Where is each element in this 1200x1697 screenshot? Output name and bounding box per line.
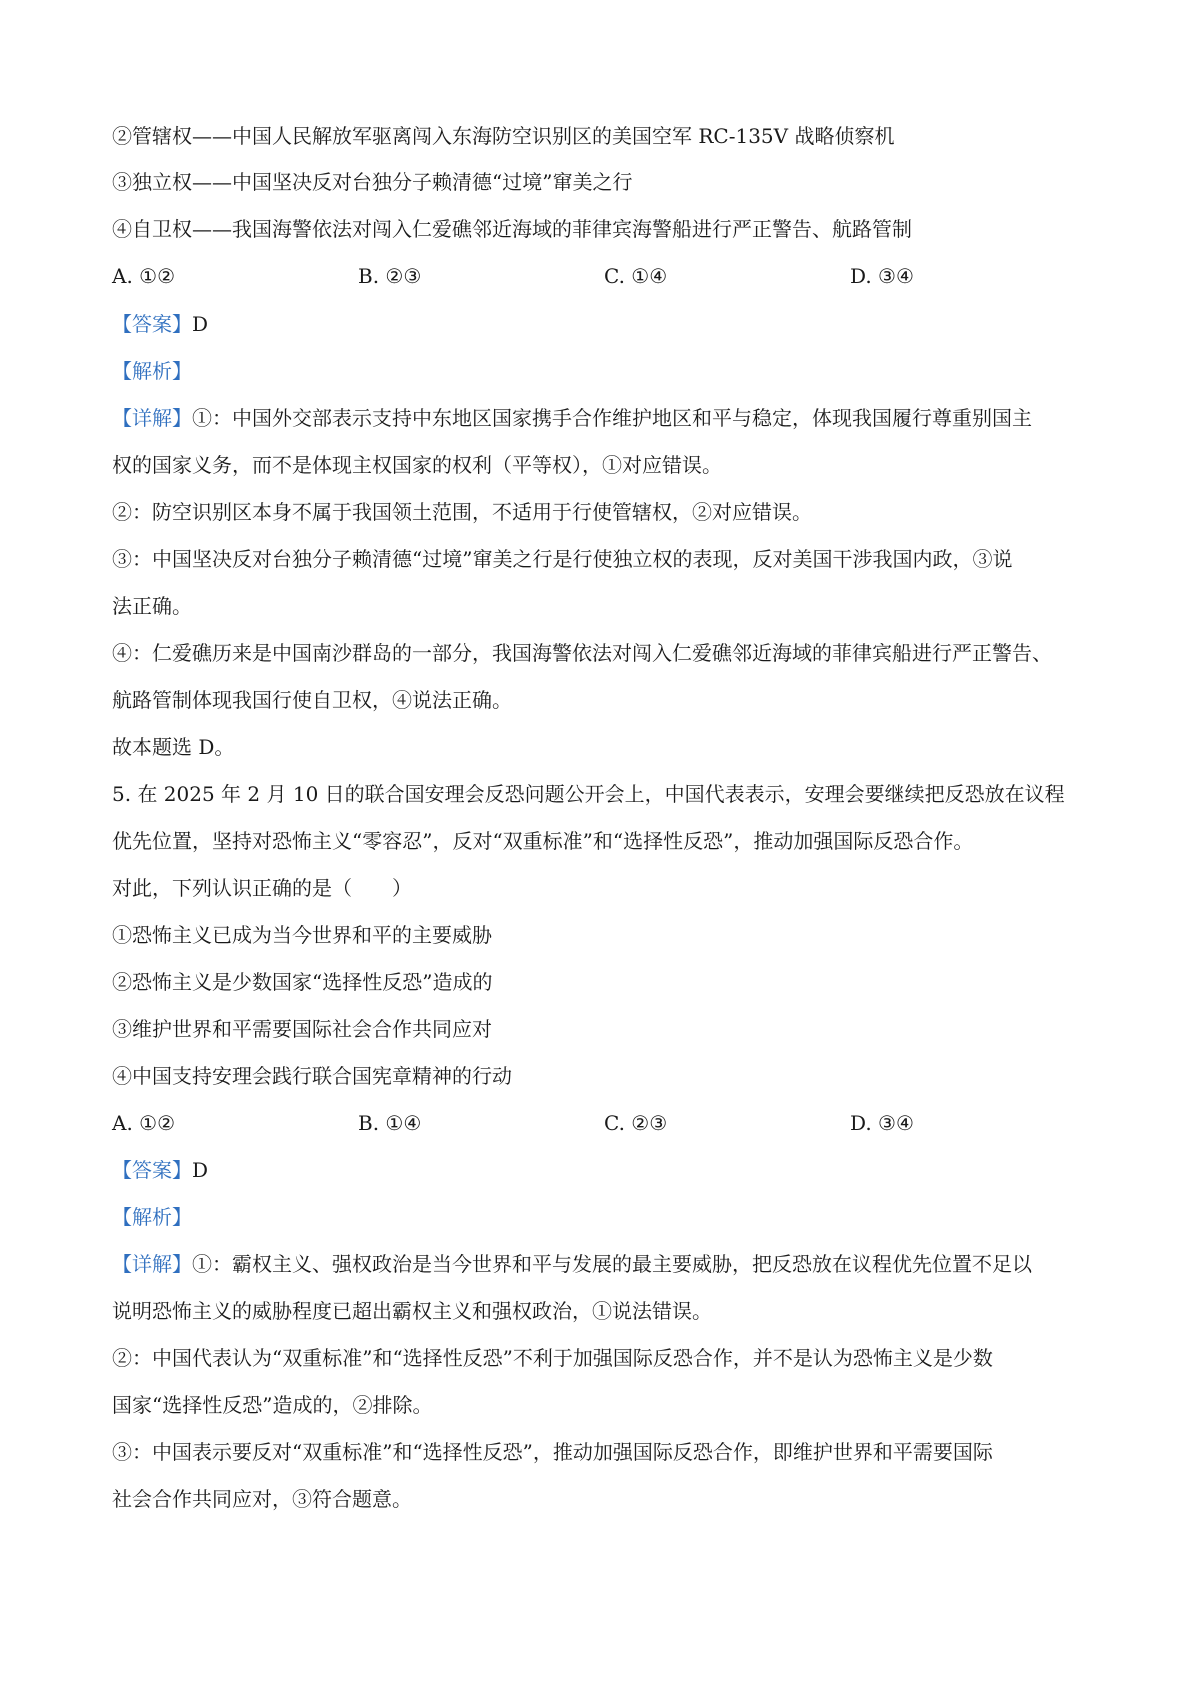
q5-detail-tag: 【详解】	[112, 1252, 192, 1276]
q5-stem-line-3: 对此，下列认识正确的是（ ）	[112, 876, 412, 900]
q4-option-3: ③独立权——中国坚决反对台独分子赖清德“过境”窜美之行	[112, 170, 633, 194]
q5-detail-line-2: 说明恐怖主义的威胁程度已超出霸权主义和强权政治，①说法错误。	[112, 1299, 712, 1323]
q5-answer-tag: 【答案】	[112, 1158, 192, 1182]
q4-choice-c: C. ①④	[604, 264, 668, 288]
q5-option-3: ③维护世界和平需要国际社会合作共同应对	[112, 1017, 492, 1041]
q4-detail-line-5: 法正确。	[112, 594, 192, 618]
q5-detail-line-1: 【详解】①：霸权主义、强权政治是当今世界和平与发展的最主要威胁，把反恐放在议程优先位置不足以	[112, 1252, 1032, 1276]
q4-option-4: ④自卫权——我国海警依法对闯入仁爱礁邻近海域的菲律宾海警船进行严正警告、航路管制	[112, 217, 912, 241]
q4-analysis	[112, 357, 1112, 385]
q5-answer	[112, 1156, 1112, 1184]
q4-analysis-tag: 【解析】	[112, 359, 192, 383]
q4-detail-line-3: ②：防空识别区本身不属于我国领土范围，不适用于行使管辖权，②对应错误。	[112, 500, 812, 524]
q5-analysis	[112, 1203, 1112, 1231]
q4-detail-line-1: 【详解】①：中国外交部表示支持中东地区国家携手合作维护地区和平与稳定，体现我国履行尊重别国主	[112, 406, 1032, 430]
q4-choice-b: B. ②③	[358, 264, 422, 288]
q5-detail-line-3: ②：中国代表认为“双重标准”和“选择性反恐”不利于加强国际反恐合作，并不是认为恐怖主义是少数	[112, 1346, 993, 1370]
q5-analysis-tag: 【解析】	[112, 1205, 192, 1229]
q4-choice-d: D. ③④	[850, 264, 914, 288]
q4-answer-value: D	[192, 312, 209, 336]
q5-choice-d: D. ③④	[850, 1111, 914, 1135]
q5-detail-line-4: 国家“选择性反恐”造成的，②排除。	[112, 1393, 433, 1417]
q5-answer-value: D	[192, 1158, 209, 1182]
q5-choice-c: C. ②③	[604, 1111, 668, 1135]
q5-option-1: ①恐怖主义已成为当今世界和平的主要威胁	[112, 923, 492, 947]
q5-stem-line-2: 优先位置，坚持对恐怖主义“零容忍”，反对“双重标准”和“选择性反恐”，推动加强国际反恐合作。	[112, 829, 974, 853]
q5-detail-line-6: 社会合作共同应对，③符合题意。	[112, 1487, 412, 1511]
q4-detail-line-4: ③：中国坚决反对台独分子赖清德“过境”窜美之行是行使独立权的表现，反对美国干涉我国内政，③说	[112, 547, 1013, 571]
q4-detail-line-2: 权的国家义务，而不是体现主权国家的权利（平等权），①对应错误。	[112, 453, 722, 477]
q4-detail-line-7: 航路管制体现我国行使自卫权，④说法正确。	[112, 688, 512, 712]
q4-answer-tag: 【答案】	[112, 312, 192, 336]
q4-detail-tag: 【详解】	[112, 406, 192, 430]
q5-choice-b: B. ①④	[358, 1111, 422, 1135]
q4-answer	[112, 310, 1112, 338]
q5-detail-line-5: ③：中国表示要反对“双重标准”和“选择性反恐”，推动加强国际反恐合作，即维护世界和平需要国际	[112, 1440, 993, 1464]
q5-stem-line-1: 5. 在 2025 年 2 月 10 日的联合国安理会反恐问题公开会上，中国代表表示，安理会要继续把反恐放在议程	[112, 782, 1065, 806]
q5-choice-a: A. ①②	[112, 1111, 176, 1135]
q5-option-2: ②恐怖主义是少数国家“选择性反恐”造成的	[112, 970, 493, 994]
q4-option-2: ②管辖权——中国人民解放军驱离闯入东海防空识别区的美国空军 RC-135V 战略侦察机	[112, 124, 895, 148]
q4-choice-a: A. ①②	[112, 264, 176, 288]
q4-detail-line-6: ④：仁爱礁历来是中国南沙群岛的一部分，我国海警依法对闯入仁爱礁邻近海域的菲律宾船进行严正警告、	[112, 641, 1052, 665]
q4-conclusion: 故本题选 D。	[112, 735, 235, 759]
q5-option-4: ④中国支持安理会践行联合国宪章精神的行动	[112, 1064, 512, 1088]
